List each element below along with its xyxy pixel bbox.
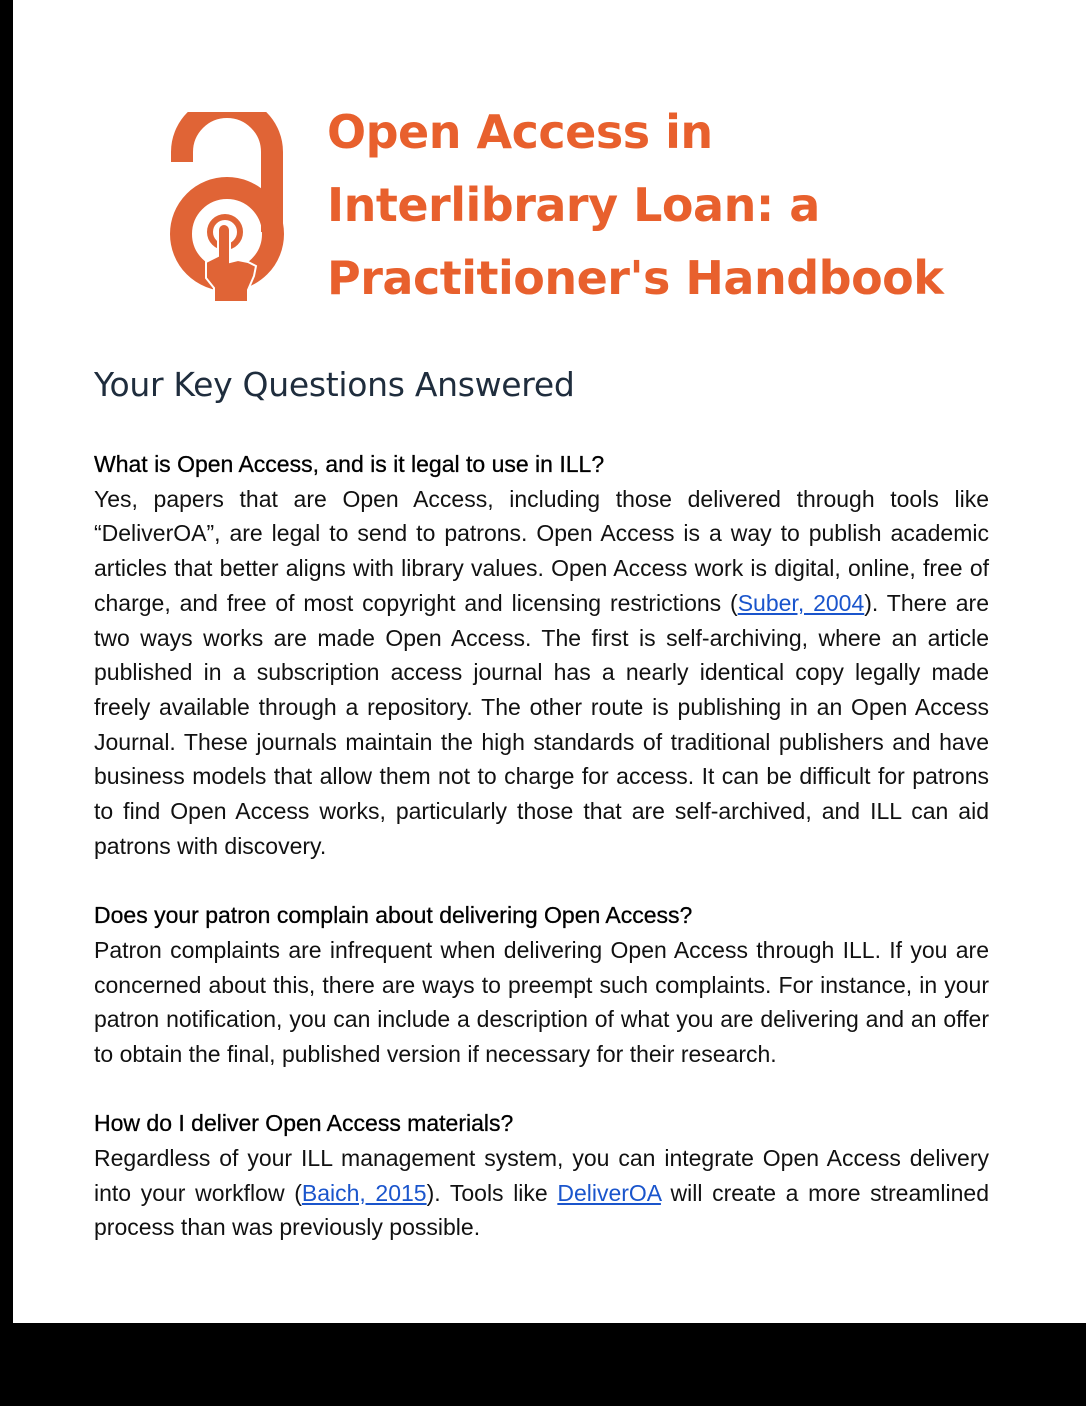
question-heading: How do I deliver Open Access materials? bbox=[94, 1110, 514, 1137]
citation-link-suber-2004[interactable]: Suber, 2004 bbox=[737, 589, 865, 616]
question-heading: Does your patron complain about delivering Open Access? bbox=[94, 902, 693, 929]
qa-content bbox=[94, 447, 989, 1280]
answer-text: Yes, papers that are Open Access, including those delivered through tools like “DeliverOA”, are legal to send to patrons. Open Access is a way to publish academic articles that better aligns with library values. Open Access work is digital, online, free of charge, and free of most copyright and licensing restrictions ( bbox=[94, 485, 989, 616]
citation-link-baich-2015[interactable]: Baich, 2015 bbox=[301, 1179, 427, 1206]
title-line: Interlibrary Loan: a bbox=[327, 178, 820, 232]
answer-paragraph bbox=[94, 482, 989, 864]
answer-text: Regardless of your ILL management system, you can integrate Open Access delivery into your workflow ( bbox=[94, 1145, 989, 1206]
title-line: Practitioner's Handbook bbox=[327, 251, 944, 305]
title-line: Open Access in bbox=[327, 105, 713, 159]
answer-paragraph: Patron complaints are infrequent when delivering Open Access through ILL. If you are concerned about this, there are ways to preempt such complaints. For instance, in your patron notification, you can include a description of what you are delivering and an offer to obtain the final, published version if necessary for their research. bbox=[94, 936, 989, 1067]
open-access-lock-icon bbox=[168, 112, 286, 304]
answer-text: ). There are two ways works are made Open Access. The first is self-archiving, where an article published in a subscription access journal has a nearly identical copy legally made freely available through a repository. The other route is publishing in an Open Access Journal. These journals maintain the high standards of traditional publishers and have business models that allow them not to charge for access. It can be difficult for patrons to find Open Access works, particularly those that are self-archived, and ILL can aid patrons with discovery. bbox=[94, 589, 989, 859]
document-title bbox=[327, 96, 943, 315]
document-page bbox=[13, 0, 1086, 1323]
answer-paragraph bbox=[94, 1141, 989, 1245]
deliveroa-link[interactable]: DeliverOA bbox=[557, 1179, 661, 1206]
question-heading: What is Open Access, and is it legal to use in ILL? bbox=[94, 451, 605, 477]
qa-section-what-is-open-access bbox=[94, 447, 989, 863]
qa-section-how-to-deliver bbox=[94, 1106, 989, 1245]
section-subheading: Your Key Questions Answered bbox=[94, 365, 575, 404]
answer-text: ). Tools like bbox=[426, 1179, 558, 1206]
answer-text: will create a more streamlined process than was previously possible. bbox=[94, 1179, 990, 1241]
qa-section-patron-complaints bbox=[94, 898, 989, 1072]
